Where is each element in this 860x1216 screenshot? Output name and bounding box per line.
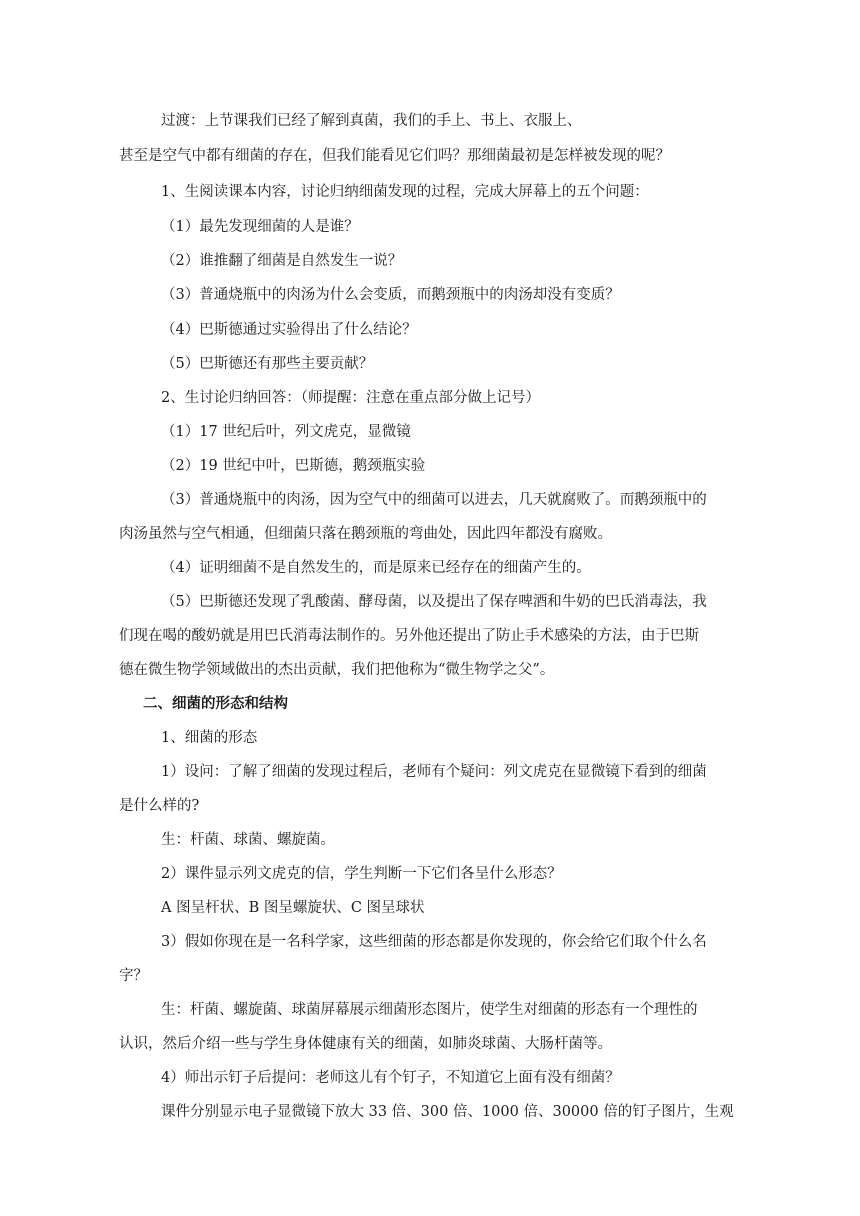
section-heading: 二、细菌的形态和结构	[143, 695, 288, 712]
paragraph-line: 1）设问：了解了细菌的发现过程后，老师有个疑问：列文虎克在显微镜下看到的细菌	[161, 764, 707, 780]
paragraph-line: 2、生讨论归纳回答：（师提醒：注意在重点部分做上记号）	[161, 390, 540, 406]
paragraph-line: 4）师出示钉子后提问：老师这儿有个钉子，不知道它上面有没有细菌？	[161, 1070, 620, 1086]
paragraph-line: 字？	[119, 968, 148, 984]
paragraph-line: （3）普通烧瓶中的肉汤为什么会变质，而鹅颈瓶中的肉汤却没有变质？	[161, 287, 620, 303]
paragraph-line: 2）课件显示列文虎克的信，学生判断一下它们各呈什么形态？	[161, 866, 562, 882]
paragraph-line: 课件分别显示电子显微镜下放大 33 倍、300 倍、1000 倍、30000 倍的钉子图片，生观	[161, 1104, 734, 1120]
paragraph-line: （1）最先发现细菌的人是谁？	[161, 219, 359, 235]
paragraph-line: 1、生阅读课本内容，讨论归纳细菌发现的过程，完成大屏幕上的五个问题：	[161, 184, 649, 200]
paragraph-line: 是什么样的?	[119, 798, 200, 814]
paragraph-line: （2）谁推翻了细菌是自然发生一说？	[161, 253, 403, 269]
paragraph-line: A 图呈杆状、B 图呈螺旋状、C 图呈球状	[161, 900, 425, 916]
paragraph-line: 生：杆菌、螺旋菌、球菌屏幕展示细菌形态图片，使学生对细菌的形态有一个理性的	[161, 1002, 698, 1018]
paragraph-line: 过渡：上节课我们已经了解到真菌，我们的手上、书上、衣服上、	[161, 113, 582, 129]
paragraph-line: 甚至是空气中都有细菌的存在，但我们能看见它们吗？那细菌最初是怎样被发现的呢？	[119, 148, 670, 164]
paragraph-line: （4）证明细菌不是自然发生的，而是原来已经存在的细菌产生的。	[161, 560, 591, 576]
paragraph-line: 肉汤虽然与空气相通，但细菌只落在鹅颈瓶的弯曲处，因此四年都没有腐败。	[119, 526, 612, 542]
paragraph-line: （5）巴斯德还发现了乳酸菌、酵母菌，以及提出了保存啤酒和牛奶的巴氏消毒法，我	[161, 594, 707, 610]
paragraph-line: 1、细菌的形态	[161, 730, 258, 746]
paragraph-line: 们现在喝的酸奶就是用巴氏消毒法制作的。另外他还提出了防止手术感染的方法，由于巴斯	[119, 628, 699, 644]
paragraph-line: （3）普通烧瓶中的肉汤，因为空气中的细菌可以进去，几天就腐败了。而鹅颈瓶中的	[161, 492, 707, 508]
paragraph-line: （4）巴斯德通过实验得出了什么结论？	[161, 322, 417, 338]
paragraph-line: 3）假如你现在是一名科学家，这些细菌的形态都是你发现的，你会给它们取个什么名	[161, 934, 707, 950]
paragraph-line: 生：杆菌、球菌、螺旋菌。	[161, 832, 335, 848]
paragraph-line: （5）巴斯德还有那些主要贡献？	[161, 356, 374, 372]
paragraph-line: 认识，然后介绍一些与学生身体健康有关的细菌，如肺炎球菌、大肠杆菌等。	[119, 1036, 612, 1052]
paragraph-line: 德在微生物学领域做出的杰出贡献，我们把他称为“微生物学之父”。	[119, 662, 555, 678]
paragraph-line: （2）19 世纪中叶，巴斯德，鹅颈瓶实验	[161, 458, 426, 474]
paragraph-line: （1）17 世纪后叶，列文虎克，显微镜	[161, 424, 411, 440]
